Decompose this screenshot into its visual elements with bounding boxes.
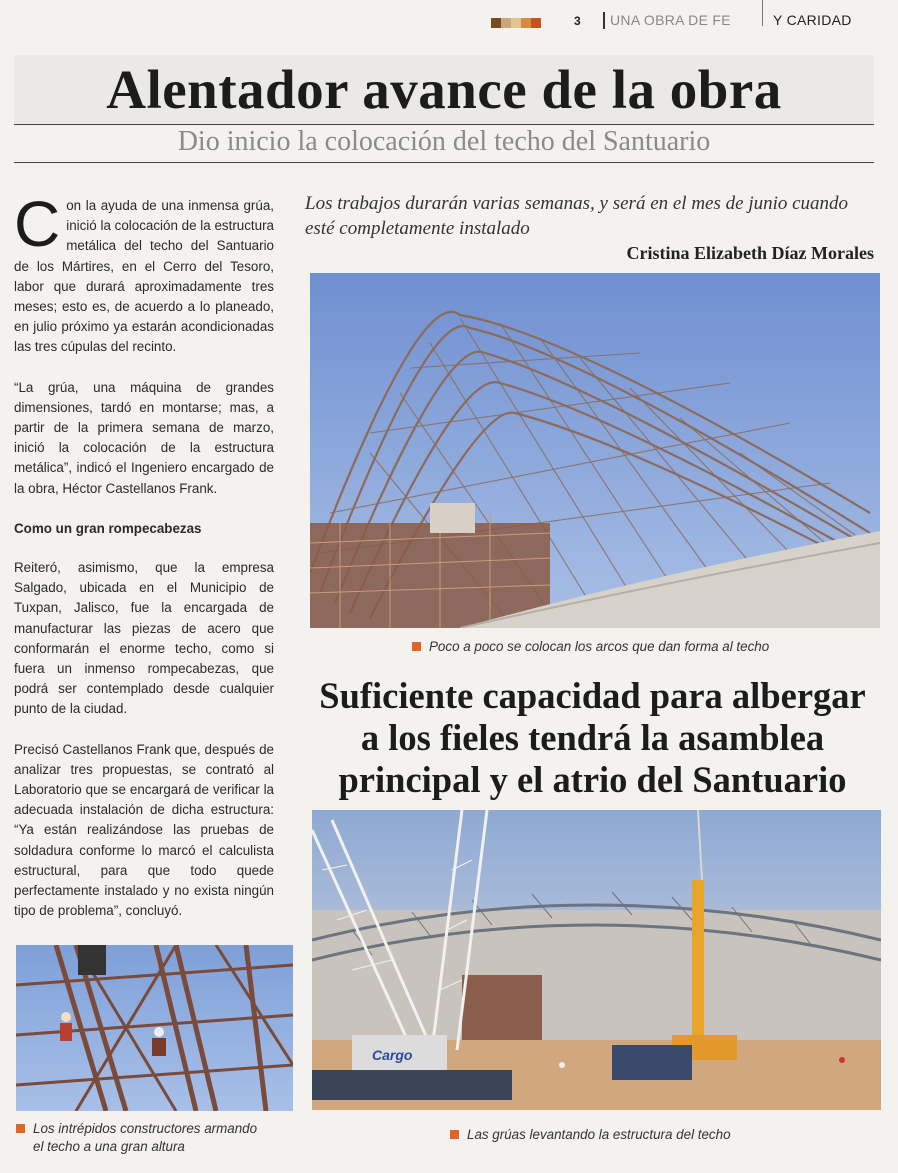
photo-caption <box>16 1120 286 1156</box>
photo-caption <box>450 1126 731 1144</box>
body-paragraph: “La grúa, una máquina de grandes dimensiones, tardó en montarse; mas, a partir de la primera semana de marzo, inició la colocación de la estructura metálica”, indicó el Ingeniero encargado de la obra, Héctor Castellanos Frank. <box>14 379 274 496</box>
body-paragraph: Reiteró, asimismo, que la empresa Salgado, ubicada en el Municipio de Tuxpan, Jalisco, fue la encargada de manufacturar las piezas de acero que conformarán el enorme techo, como si fuera un inmenso rompecabezas, que podrá ser contemplado desde cualquier punto de la ciudad. <box>14 560 274 717</box>
headline-line: Suficiente capacidad para albergar <box>319 675 866 716</box>
caption-marker <box>412 642 421 651</box>
caption-text: Poco a poco se colocan los arcos que dan forma al techo <box>429 639 770 654</box>
photo-caption <box>412 638 769 656</box>
headline-line: principal y el atrio del Santuario <box>338 759 847 800</box>
caption-line: el techo a una gran altura <box>33 1139 185 1154</box>
caption-text: Las grúas levantando la estructura del techo <box>467 1127 731 1142</box>
section-color-strip <box>491 18 541 28</box>
caption-marker <box>16 1124 25 1133</box>
drop-cap: C <box>14 188 61 260</box>
caption-text: Los intrépidos constructores armando <box>33 1121 258 1136</box>
subtitle-rule <box>14 162 874 163</box>
section-divider <box>762 0 763 26</box>
article-subtitle: Dio inicio la colocación del techo del Santuario <box>177 126 711 157</box>
body-subheading: Como un gran rompecabezas <box>14 520 202 536</box>
section-label-secondary: Y CARIDAD <box>773 12 852 28</box>
color-swatch <box>511 18 521 28</box>
section-marker-bar <box>603 12 605 29</box>
body-paragraph: Precisó Castellanos Frank que, después de analizar tres propuestas, se contrató al Laboratorio que se encargará de verificar la adecuada instalación de dicha estructura: “Ya están realizándose las pruebas de soldadura conforme lo marcó el calculista estructural, para que todo quede perfectamente instalado y no exista ningún tipo de problema”, concluyó. <box>14 741 274 919</box>
headline-line: a los fieles tendrá la asamblea <box>360 717 825 758</box>
page-number: 3 <box>574 14 581 28</box>
body-paragraph <box>14 188 274 358</box>
secondary-headline <box>300 675 885 801</box>
article-lead: Los trabajos durarán varias semanas, y será en el mes de junio cuando esté completamente instalado <box>305 193 849 239</box>
photo-cranes <box>312 810 881 1110</box>
title-rule <box>14 124 874 125</box>
paragraph-text: on la ayuda de una inmensa grúa, inició la colocación de la estructura metálica del techo del Santuario de los Mártires, en el Cerro del Tesoro, labor que durará aproximadamente tres meses; esto es, de acuerdo a lo planeado, en julio próximo ya estarán acondicionadas las tres cúpulas del recinto. <box>14 198 274 355</box>
crane-brand-label: Cargo <box>372 1047 413 1063</box>
photo-workers <box>16 945 293 1111</box>
caption-marker <box>450 1130 459 1139</box>
article-title: Alentador avance de la obra <box>106 59 782 120</box>
photo-steel-arches <box>310 273 880 628</box>
article-body <box>14 188 274 942</box>
article-byline: Cristina Elizabeth Díaz Morales <box>626 243 874 263</box>
color-swatch <box>501 18 511 28</box>
caption-line <box>16 1120 286 1138</box>
color-swatch <box>531 18 541 28</box>
color-swatch <box>521 18 531 28</box>
color-swatch <box>491 18 501 28</box>
section-label: UNA OBRA DE FE <box>610 12 731 28</box>
